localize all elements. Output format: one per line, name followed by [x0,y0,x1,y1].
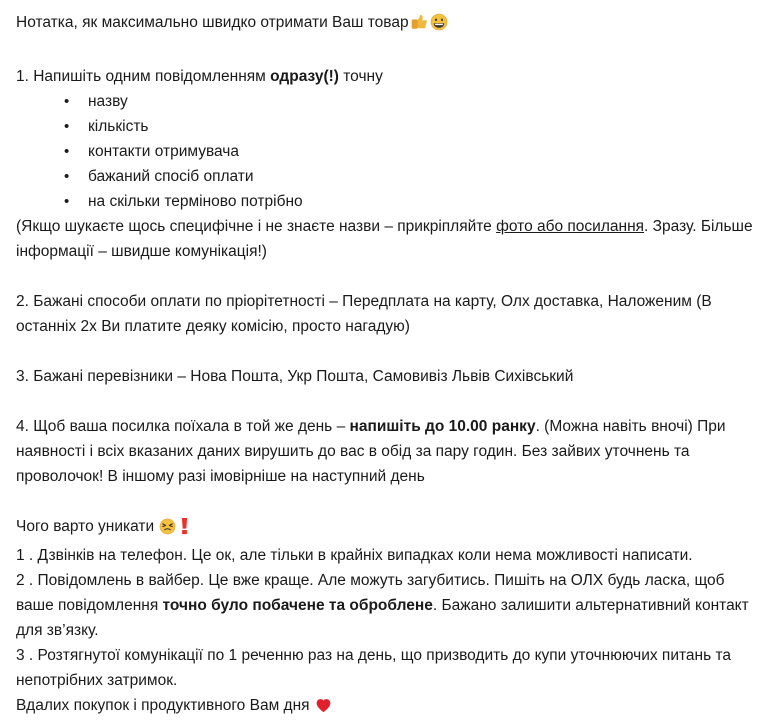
avoid-heading [16,514,763,543]
red-heart-icon [315,697,332,722]
list-item: • назву [16,89,763,114]
section1-heading-emphasis: одразу(!) [270,68,339,85]
document-title-text: Нотатка, як максимально швидко отримати Ваш товар [16,14,409,31]
section4-post: . (Можна навіть вночі) При наявності і всіх вказаних даних вирушить до вас в обід за пару годин. Без зайвих уточнень та проволочок! В іншому разі імовірніше на наступний день [16,418,726,485]
avoid-heading-text: Чого варто уникати [16,518,155,535]
avoid-item-2-post: . Бажано залишити альтернативний контакт для зв’язку. [16,597,749,639]
section4-emphasis: напишіть до 10.00 ранку [349,418,536,435]
list-item: • кількість [16,114,763,139]
spacer [16,39,763,64]
spacer [16,489,763,514]
spacer [16,264,763,289]
list-item: • на скільки терміново потрібно [16,189,763,214]
section2-paragraph: 2. Бажані способи оплати по пріорітетності – Передплата на карту, Олх доставка, Наложеним (В останніх 2х Ви платите деяку комісію, просто нагадую) [16,293,712,335]
list-item: • контакти отримувача [16,139,763,164]
section1-note-post: . Зразу. Більше інформації – швидше комунікація!) [16,218,753,260]
confounded-face-icon [159,518,176,543]
section1-heading-pre: 1. Напишіть одним повідомленням [16,68,271,85]
section1-note-underlined: фото або посилання [496,218,645,235]
red-exclamation-mark-icon [178,517,191,543]
document-title [16,10,763,39]
avoid-item-2-emphasis: точно було побачене та оброблене [162,597,433,614]
spacer [16,389,763,414]
avoid-item-3: 3 . Розтягнутої комунікації по 1 реченню раз на день, що призводить до купи уточнюючих питань та непотрібних затримок. [16,647,732,689]
thumbs-up-icon [410,13,428,39]
closing-line [16,693,763,722]
section1-note [16,214,763,264]
section3-paragraph: 3. Бажані перевізники – Нова Пошта, Укр Пошта, Самовивіз Львів Сихівський [16,368,574,385]
avoid-item-2 [16,568,763,643]
section1-heading-post: точну [338,68,383,85]
spacer [16,339,763,364]
closing-text: Вдалих покупок і продуктивного Вам дня [16,697,310,714]
section4-paragraph [16,414,763,489]
list-item: • бажаний спосіб оплати [16,164,763,189]
avoid-item-2-pre: 2 . Повідомлень в вайбер. Це вже краще. Але можуть загубитись. Пишіть на ОЛХ будь ласка, щоб ваше повідомлення [16,572,725,614]
avoid-item-1: 1 . Дзвінків на телефон. Це ок, але тільки в крайніх випадках коли нема можливості написати. [16,547,693,564]
section4-pre: 4. Щоб ваша посилка поїхала в той же день – [16,418,350,435]
grinning-face-icon [430,13,448,39]
section1-heading [16,64,763,89]
section1-bullet-list [16,89,763,214]
section1-note-pre: (Якщо шукаєте щось специфічне і не знаєте назви – прикріпляйте [16,218,497,235]
